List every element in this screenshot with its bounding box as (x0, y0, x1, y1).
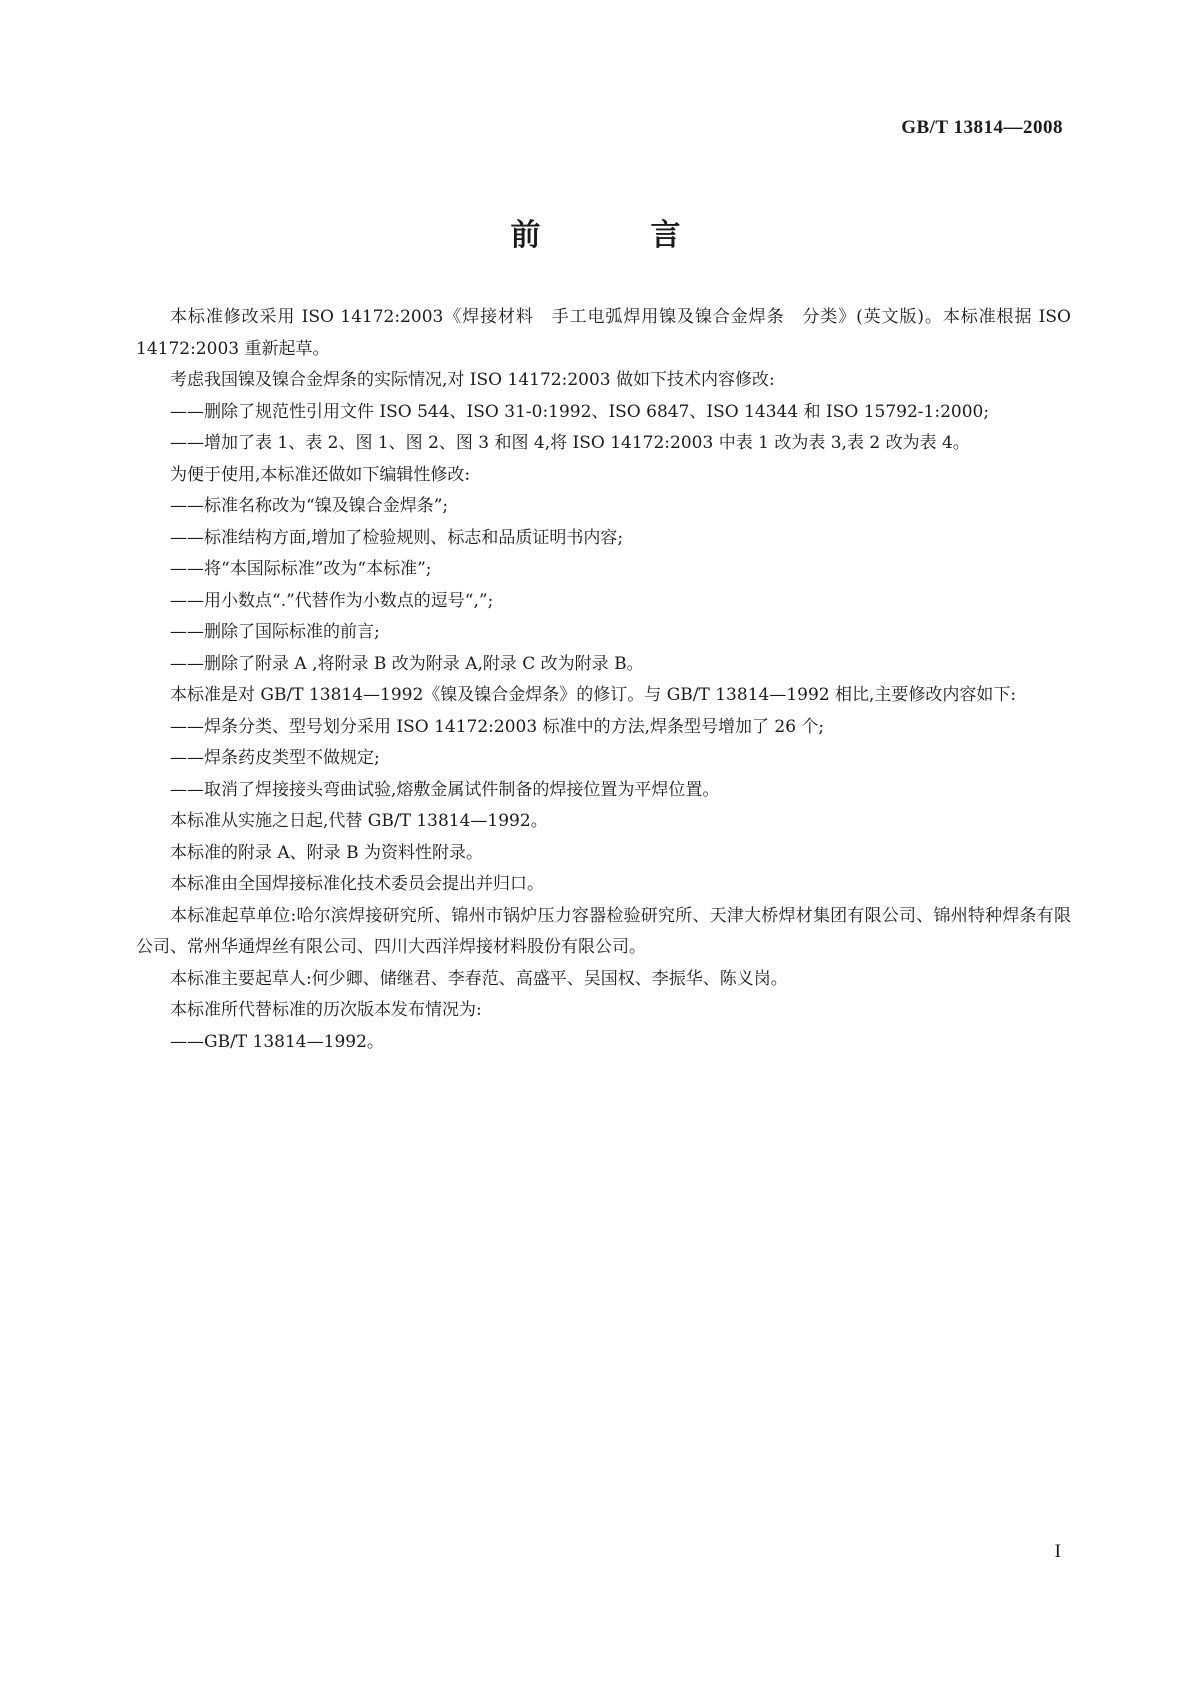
list-item: ——标准结构方面,增加了检验规则、标志和品质证明书内容; (170, 527, 624, 548)
list-item: ——将“本国际标准”改为“本标准”; (170, 559, 432, 579)
foreword-body (136, 302, 1071, 1058)
paragraph: 本标准的附录 A、附录 B 为资料性附录。 (170, 842, 483, 863)
standard-code: GB/T 13814—2008 (901, 117, 1063, 138)
paragraph: 考虑我国镍及镍合金焊条的实际情况,对 ISO 14172:2003 做如下技术内容修改: (170, 370, 775, 390)
list-item: ——增加了表 1、表 2、图 1、图 2、图 3 和图 4,将 ISO 14172:2003 中表 1 改为表 3,表 2 改为表 4。 (170, 433, 970, 453)
page-number: I (1054, 1541, 1061, 1562)
list-item: ——用小数点“.”代替作为小数点的逗号“,”; (170, 590, 494, 611)
page-title: 前 言 (510, 218, 721, 253)
list-item: ——删除了规范性引用文件 ISO 544、ISO 31-0:1992、ISO 6847、ISO 14344 和 ISO 15792-1:2000; (170, 401, 990, 422)
list-item: ——标准名称改为“镍及镍合金焊条”; (170, 496, 449, 516)
list-item: ——删除了国际标准的前言; (170, 622, 380, 642)
list-item: ——焊条药皮类型不做规定; (170, 748, 380, 768)
list-item: ——删除了附录 A ,将附录 B 改为附录 A,附录 C 改为附录 B。 (170, 653, 644, 674)
list-item: ——焊条分类、型号划分采用 ISO 14172:2003 标准中的方法,焊条型号增加了 26 个; (170, 716, 825, 737)
list-item: ——GB/T 13814—1992。 (170, 1031, 384, 1052)
paragraph: 本标准从实施之日起,代替 GB/T 13814—1992。 (170, 811, 548, 831)
list-item: ——取消了焊接接头弯曲试验,熔敷金属试件制备的焊接位置为平焊位置。 (170, 779, 720, 800)
paragraph: 本标准起草单位:哈尔滨焊接研究所、锦州市锅炉压力容器检验研究所、天津大桥焊材集团有限公司、锦州特种焊条有限公司、常州华通焊丝有限公司、四川大西洋焊接材料股份有限公司。 (136, 905, 1071, 957)
paragraph: 本标准是对 GB/T 13814—1992《镍及镍合金焊条》的修订。与 GB/T 13814—1992 相比,主要修改内容如下: (170, 685, 1017, 705)
paragraph: 本标准由全国焊接标准化技术委员会提出并归口。 (170, 874, 544, 894)
paragraph: 本标准所代替标准的历次版本发布情况为: (170, 1000, 482, 1020)
paragraph: 为便于使用,本标准还做如下编辑性修改: (170, 464, 471, 485)
paragraph: 本标准修改采用 ISO 14172:2003《焊接材料 手工电弧焊用镍及镍合金焊条 分类》(英文版)。本标准根据 ISO 14172:2003 重新起草。 (136, 307, 1071, 359)
paragraph: 本标准主要起草人:何少卿、储继君、李春范、高盛平、吴国权、李振华、陈义岗。 (170, 968, 788, 989)
